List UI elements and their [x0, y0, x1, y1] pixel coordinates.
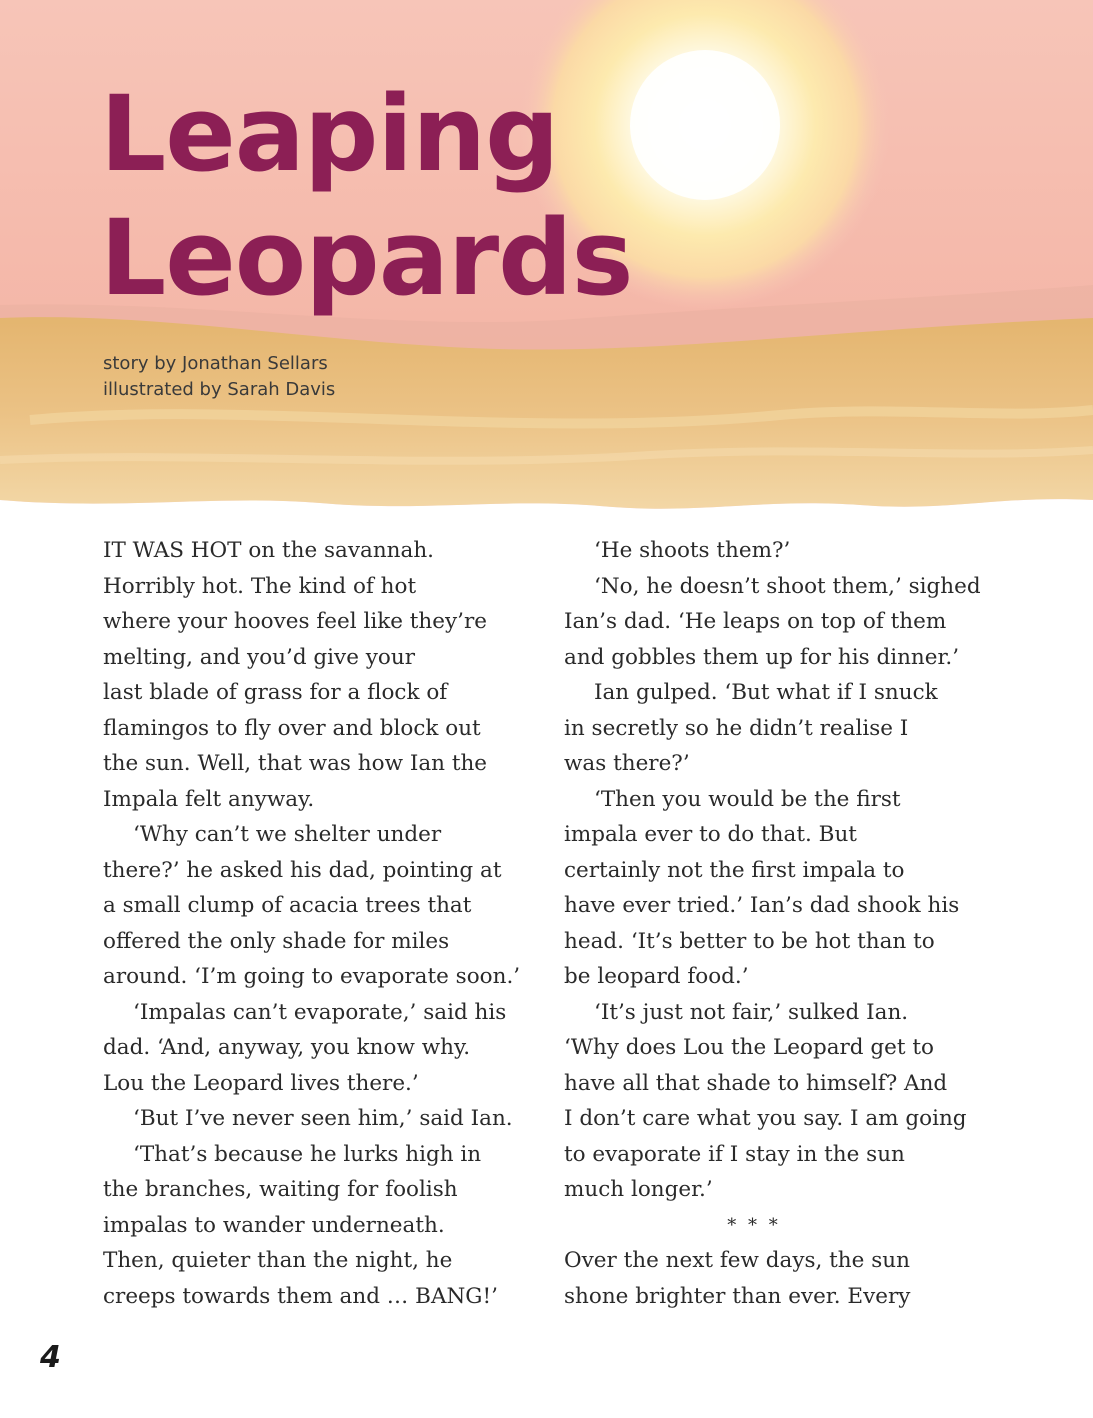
title-line-2: Leopards [100, 197, 633, 319]
text-line: ‘But I’ve never seen him,’ said Ian. [133, 1106, 513, 1131]
text-line: Then, quieter than the night, he [103, 1248, 453, 1273]
text-line: ‘He shoots them?’ [594, 538, 791, 563]
text-line: much longer.’ [564, 1177, 713, 1202]
text-line: offered the only shade for miles [103, 928, 450, 954]
text-line: the sun. Well, that was how Ian the [103, 751, 488, 776]
text-line: head. ‘It’s better to be hot than to [564, 928, 935, 954]
text-line: the branches, waiting for foolish [103, 1177, 458, 1202]
text-line: ‘Impalas can’t evaporate,’ said his [133, 999, 507, 1025]
text-line: creeps towards them and … BANG!’ [103, 1283, 498, 1309]
left-text-column [103, 533, 543, 1314]
text-line: and gobbles them up for his dinner.’ [564, 644, 960, 670]
story-credits [103, 351, 335, 403]
text-line: Over the next few days, the sun [564, 1248, 910, 1273]
text-line: where your hooves feel like they’re [103, 609, 487, 634]
title-line-1: Leaping [100, 73, 559, 195]
text-line: dad. ‘And, anyway, you know why. [103, 1035, 471, 1060]
section-break: * * * [727, 1214, 781, 1236]
text-line: around. ‘I’m going to evaporate soon.’ [103, 964, 521, 989]
text-line: ‘Then you would be the first [594, 786, 901, 812]
text-line: IT WAS HOT on the savannah. [103, 538, 435, 563]
text-line: to evaporate if I stay in the sun [564, 1141, 905, 1167]
text-line: melting, and you’d give your [103, 644, 415, 670]
text-line: I don’t care what you say. I am going [564, 1106, 967, 1131]
text-line: ‘It’s just not fair,’ sulked Ian. [594, 999, 909, 1025]
text-line: be leopard food.’ [564, 964, 749, 989]
text-line: in secretly so he didn’t realise I [564, 715, 909, 741]
text-line: Horribly hot. The kind of hot [103, 573, 417, 599]
text-line: was there?’ [564, 751, 690, 776]
text-line: shone brighter than ever. Every [564, 1283, 911, 1309]
text-line: ‘That’s because he lurks high in [133, 1141, 482, 1167]
text-line: certainly not the first impala to [564, 857, 905, 883]
author-credit: story by Jonathan Sellars [103, 353, 328, 374]
text-line: Ian gulped. ‘But what if I snuck [594, 680, 938, 705]
text-line: there?’ he asked his dad, pointing at [103, 857, 502, 883]
illustrator-credit: illustrated by Sarah Davis [103, 379, 336, 400]
text-line: last blade of grass for a flock of [103, 680, 448, 705]
text-line: Ian’s dad. ‘He leaps on top of them [564, 609, 947, 634]
text-line: flamingos to fly over and block out [103, 715, 481, 741]
text-line: impala ever to do that. But [564, 822, 857, 847]
text-line: ‘Why does Lou the Leopard get to [564, 1035, 934, 1060]
text-line: Impala felt anyway. [103, 786, 315, 812]
text-line: a small clump of acacia trees that [103, 893, 472, 918]
text-line: Lou the Leopard lives there.’ [103, 1070, 419, 1096]
text-line: have all that shade to himself? And [564, 1070, 948, 1096]
header-illustration [0, 0, 1093, 520]
text-line: ‘No, he doesn’t shoot them,’ sighed [594, 573, 981, 599]
page-number: 4 [40, 1340, 61, 1375]
text-line: ‘Why can’t we shelter under [133, 822, 442, 847]
story-title [100, 72, 633, 320]
right-text-column [564, 533, 1004, 1314]
text-line: have ever tried.’ Ian’s dad shook his [564, 893, 960, 918]
text-line: impalas to wander underneath. [103, 1212, 445, 1238]
